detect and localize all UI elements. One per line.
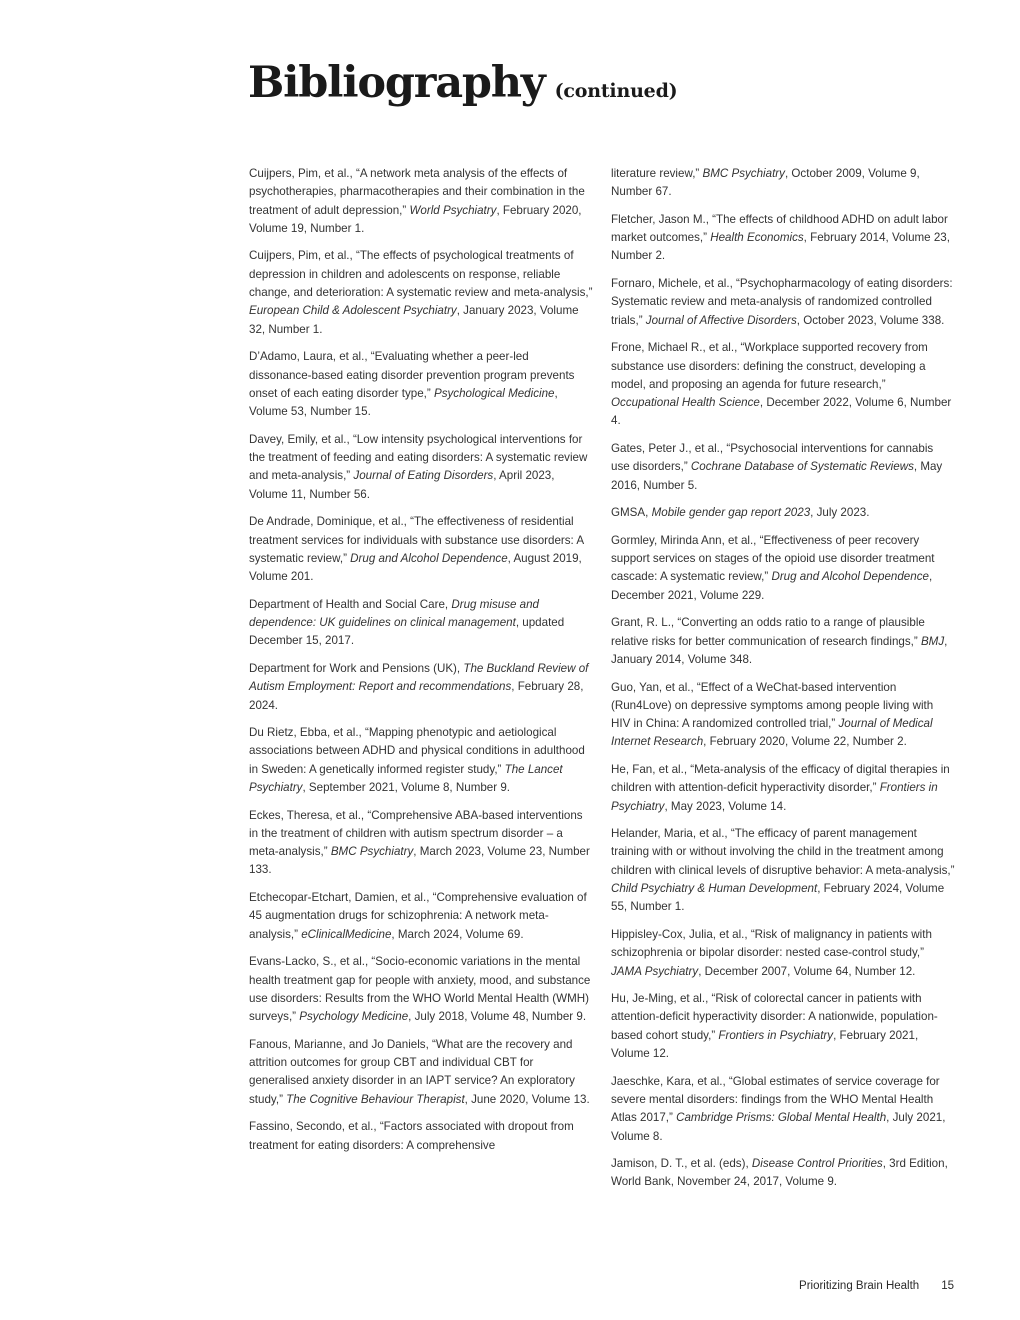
bibliography-entry — [611, 532, 955, 605]
entry-details: , April 2023, Volume 11, Number 56. — [249, 469, 555, 501]
entry-text: He, Fan, et al., “Meta-analysis of the efficacy of digital therapies in children with attention-deficit hyperactivity disorder,” — [611, 762, 950, 795]
entry-source-title: Health Economics — [710, 231, 804, 245]
entry-details: , June 2020, Volume 13. — [464, 1092, 590, 1106]
bibliography-column-right — [611, 165, 955, 1201]
entry-details: , February 2014, Volume 23, Number 2. — [611, 231, 950, 263]
entry-source-title: Journal of Affective Disorders — [645, 313, 797, 327]
entry-details: , March 2024, Volume 69. — [391, 927, 524, 941]
entry-source-title: BMC Psychiatry — [702, 167, 785, 180]
entry-details: , March 2023, Volume 23, Number 133. — [249, 845, 590, 877]
entry-text: Du Rietz, Ebba, et al., “Mapping phenotypic and aetiological associations between ADHD and physical conditions in adulthood in Sweden: A genetically informed register study,” — [249, 726, 585, 776]
page-number: 15 — [941, 1280, 954, 1292]
entry-text: Gates, Peter J., et al., “Psychosocial interventions for cannabis use disorders,” — [611, 442, 934, 474]
bibliography-entry — [611, 990, 955, 1063]
entry-source-title: BMC Psychiatry — [330, 845, 414, 859]
entry-text: Jamison, D. T., et al. (eds), — [611, 1157, 752, 1171]
entry-details: , updated December 15, 2017. — [249, 616, 565, 648]
bibliography-entry — [249, 348, 593, 421]
bibliography-entry — [611, 165, 955, 202]
entry-details: , December 2021, Volume 229. — [611, 570, 933, 602]
bibliography-entry — [611, 1073, 955, 1146]
bibliography-entry — [611, 1155, 955, 1192]
bibliography-entry — [611, 825, 955, 916]
entry-text: Fanous, Marianne, and Jo Daniels, “What are the recovery and attrition outcomes for group CBT and individual CBT for generalised anxiety disorder in an IAPT service? An exploratory study,” — [249, 1037, 575, 1106]
bibliography-entry — [249, 953, 593, 1026]
entry-source-title: Frontiers in Psychiatry — [718, 1028, 834, 1042]
entry-source-title: Mobile gender gap report 2023 — [651, 506, 811, 520]
entry-text: Department of Health and Social Care, — [249, 597, 452, 611]
entry-text: Etchecopar-Etchart, Damien, et al., “Comprehensive evaluation of 45 augmentation drugs for schizophrenia: A network meta-analysis,” — [249, 891, 587, 941]
entry-details: , Volume 53, Number 15. — [249, 386, 558, 419]
entry-text: Fletcher, Jason M., “The effects of childhood ADHD on adult labor market outcomes,” — [611, 212, 948, 245]
entry-source-title: The Cognitive Behaviour Therapist — [286, 1092, 465, 1106]
entry-source-title: Drug and Alcohol Dependence — [771, 570, 929, 584]
entry-text: Gormley, Mirinda Ann, et al., “Effectiveness of peer recovery support services on stages of the opioid use disorder treatment cascade: A systematic review,” — [611, 533, 935, 584]
entry-text: D’Adamo, Laura, et al., “Evaluating whether a peer-led dissonance-based eating disorder prevention program prevents onset of each eating disorder type,” — [249, 350, 575, 400]
title-text: Bibliography — [248, 58, 545, 108]
entry-details: , September 2021, Volume 8, Number 9. — [302, 780, 510, 794]
entry-details: , July 2021, Volume 8. — [611, 1111, 946, 1143]
entry-source-title: Psychological Medicine — [433, 386, 555, 400]
page-title — [248, 58, 677, 108]
entry-details: , December 2007, Volume 64, Number 12. — [698, 964, 916, 978]
entry-details: , January 2014, Volume 348. — [611, 634, 948, 666]
entry-source-title: Disease Control Priorities — [751, 1157, 883, 1171]
bibliography-entry — [249, 1118, 593, 1155]
bibliography-entry — [249, 724, 593, 797]
bibliography-entry — [249, 807, 593, 880]
entry-details: , May 2016, Number 5. — [611, 460, 943, 492]
entry-text: De Andrade, Dominique, et al., “The effectiveness of residential treatment services for individuals with substance use disorders: A systematic review,” — [249, 515, 584, 565]
bibliography-entry — [611, 679, 955, 752]
entry-details: , February 2021, Volume 12. — [611, 1028, 919, 1061]
entry-details: , December 2022, Volume 6, Number 4. — [611, 396, 952, 428]
bibliography-entry — [611, 761, 955, 816]
entry-source-title: BMJ — [920, 634, 945, 648]
entry-text: Fassino, Secondo, et al., “Factors associated with dropout from treatment for eating disorders: A comprehensive — [249, 1120, 574, 1152]
entry-source-title: Child Psychiatry & Human Development — [611, 882, 818, 896]
entry-text: Eckes, Theresa, et al., “Comprehensive ABA-based interventions in the treatment of children with autism spectrum disorder – a meta-analysis,” — [249, 808, 583, 859]
entry-text: Guo, Yan, et al., “Effect of a WeChat-based intervention (Run4Love) on depressive symptoms among people living with HIV in China: A randomized controlled trial,” — [611, 680, 934, 731]
bibliography-column-left — [249, 165, 593, 1164]
bibliography-entry — [611, 211, 955, 266]
bibliography-entry — [611, 440, 955, 495]
entry-text: Cuijpers, Pim, et al., “The effects of psychological treatments of depression in children and adolescents on response, reliable change, and deterioration: A systematic review and meta-analysis,” — [249, 249, 593, 300]
entry-text: Cuijpers, Pim, et al., “A network meta analysis of the effects of psychotherapies, pharmacotherapies and their combination in the treatment of adult depression,” — [249, 167, 585, 217]
bibliography-entry — [249, 431, 593, 504]
entry-text: Evans-Lacko, S., et al., “Socio-economic variations in the mental health treatment gap for people with anxiety, mood, and substance use disorders: Results from the WHO World Mental Health (WMH) surveys,” — [249, 955, 591, 1024]
entry-source-title: Cochrane Database of Systematic Reviews — [690, 460, 914, 474]
entry-source-title: The Buckland Review of Autism Employment: Report and recommendations — [249, 661, 589, 694]
entry-details: , February 28, 2024. — [249, 680, 584, 712]
entry-source-title: The Lancet Psychiatry — [249, 762, 563, 794]
entry-source-title: Journal of Medical Internet Research — [611, 717, 933, 749]
entry-source-title: Drug and Alcohol Dependence — [350, 551, 508, 565]
entry-source-title: Psychology Medicine — [299, 1010, 409, 1024]
entry-source-title: Frontiers in Psychiatry — [611, 781, 938, 813]
entry-text: Jaeschke, Kara, et al., “Global estimates of service coverage for severe mental disorders: findings from the WHO Mental Health Atlas 2017,” — [611, 1074, 940, 1125]
entry-details: , February 2020, Volume 19, Number 1. — [249, 203, 582, 235]
bibliography-entry — [249, 889, 593, 944]
bibliography-entry — [249, 513, 593, 586]
bibliography-entry — [249, 247, 593, 338]
entry-text: Grant, R. L., “Converting an odds ratio to a range of plausible relative risks for better communication of research findings,” — [611, 616, 925, 648]
entry-text: Department for Work and Pensions (UK), — [249, 661, 464, 675]
entry-source-title: eClinicalMedicine — [301, 927, 392, 941]
entry-text: Frone, Michael R., et al., “Workplace supported recovery from substance use disorders: defining the construct, developing a model, and proposing an agenda for future research,” — [611, 341, 928, 391]
bibliography-entry — [611, 339, 955, 430]
entry-text: Helander, Maria, et al., “The efficacy of parent management training with or without involving the child in the treatment among children with clinical levels of disruptive behavior: A meta-analysis,” — [611, 827, 955, 877]
entry-details: , May 2023, Volume 14. — [664, 799, 787, 813]
entry-text: Davey, Emily, et al., “Low intensity psychological interventions for the treatment of feeding and eating disorders: A systematic review and meta-analysis,” — [249, 432, 588, 483]
bibliography-entry — [249, 660, 593, 715]
entry-source-title: JAMA Psychiatry — [611, 964, 699, 978]
bibliography-entry — [249, 596, 593, 651]
entry-text: GMSA, — [611, 506, 652, 520]
entry-source-title: World Psychiatry — [409, 203, 497, 217]
entry-details: , January 2023, Volume 32, Number 1. — [249, 304, 579, 336]
entry-text: Fornaro, Michele, et al., “Psychopharmacology of eating disorders: Systematic review and meta-analysis of randomized controlled trials,” — [611, 277, 953, 327]
entry-details: , October 2023, Volume 338. — [796, 313, 945, 327]
entry-text: Hu, Je-Ming, et al., “Risk of colorectal cancer in patients with attention-deficit hyperactivity disorder: A nationwide, population-based cohort study,” — [611, 992, 938, 1042]
entry-details: , 3rd Edition, World Bank, November 24, 2017, Volume 9. — [611, 1157, 948, 1189]
entry-source-title: Cambridge Prisms: Global Mental Health — [676, 1111, 887, 1125]
entry-source-title: European Child & Adolescent Psychiatry — [249, 304, 457, 318]
entry-source-title: Journal of Eating Disorders — [353, 469, 494, 483]
entry-details: , February 2024, Volume 55, Number 1. — [611, 882, 945, 914]
title-continued-label: (continued) — [554, 80, 678, 102]
entry-source-title: Occupational Health Science — [611, 396, 760, 410]
entry-details: , July 2018, Volume 48, Number 9. — [408, 1010, 587, 1024]
bibliography-entry — [611, 504, 955, 522]
bibliography-entry — [611, 614, 955, 669]
entry-details: , February 2020, Volume 22, Number 2. — [703, 735, 907, 749]
entry-details: , July 2023. — [810, 506, 870, 520]
entry-source-title: Drug misuse and dependence: UK guidelines on clinical management — [249, 597, 539, 630]
entry-details: , August 2019, Volume 201. — [249, 551, 582, 584]
footer-report-title: Prioritizing Brain Health — [799, 1280, 920, 1292]
bibliography-entry — [249, 165, 593, 238]
entry-details: , October 2009, Volume 9, Number 67. — [611, 167, 920, 199]
page-footer — [799, 1280, 954, 1292]
bibliography-entry — [611, 275, 955, 330]
bibliography-entry — [249, 1036, 593, 1109]
entry-text: literature review,” — [611, 167, 703, 180]
bibliography-entry — [611, 926, 955, 981]
entry-text: Hippisley-Cox, Julia, et al., “Risk of malignancy in patients with schizophrenia or bipolar disorder: nested case-control study,” — [611, 927, 932, 960]
